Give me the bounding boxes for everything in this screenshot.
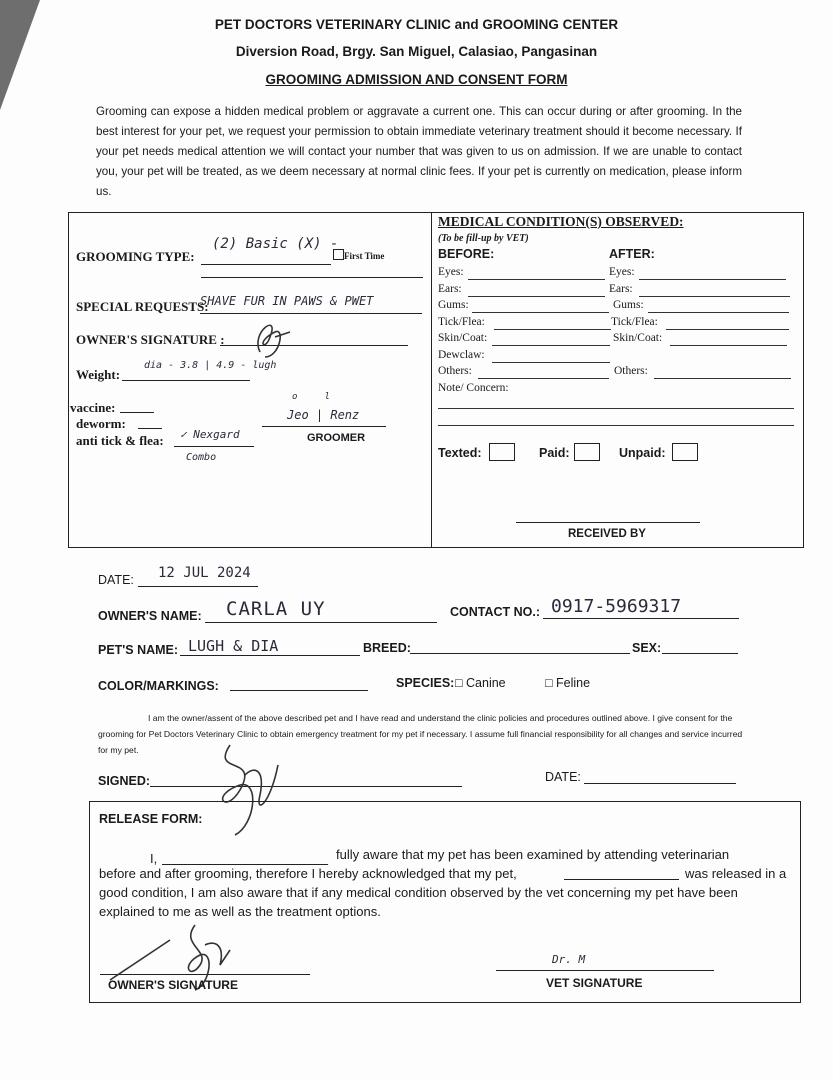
contact-value: 0917-5969317 [551, 596, 682, 617]
after-skincoat: Skin/Coat: [613, 332, 663, 344]
paid-checkbox[interactable] [574, 443, 600, 461]
first-time-label: First Time [344, 251, 385, 261]
weight-value: dia - 3.8 | 4.9 - lugh [144, 360, 277, 371]
after-others: Others: [614, 365, 648, 377]
date-label: DATE: [98, 573, 134, 587]
canine-option[interactable]: □ Canine [455, 676, 506, 690]
signed-label: SIGNED: [98, 774, 151, 788]
before-dewclaw: Dewclaw: [438, 349, 485, 361]
clinic-name: PET DOCTORS VETERINARY CLINIC and GROOMING CENTER [214, 17, 619, 32]
after-gums: Gums: [613, 299, 644, 311]
release-owner-signature-label: OWNER'S SIGNATURE [108, 978, 238, 992]
paid-label: Paid: [539, 446, 570, 460]
unpaid-checkbox[interactable] [672, 443, 698, 461]
box-divider [431, 212, 432, 548]
antitick-value: ✓ Nexgard [180, 428, 240, 441]
owner-name-label: OWNER'S NAME: [98, 609, 202, 623]
antitick-value-2: Combo [186, 452, 217, 463]
owner-name-value: CARLA UY [226, 598, 326, 620]
groomer-value: Jeo | Renz [287, 408, 360, 422]
texted-label: Texted: [438, 446, 482, 460]
pet-name-label: PET'S NAME: [98, 643, 179, 657]
intro-paragraph: Grooming can expose a hidden medical problem or aggravate a current one. This can occur during or after grooming. In the best interest for your pet, we request your permission to obtain immediate veterinary treatment should it become necessary. If your pet needs medical attention we will contact your number that was given to us on admission. If we are unable to contact you, your pet will be treated, as we deem necessary at normal clinic fees. If your pet is currently on medication, please inform us. [96, 105, 742, 198]
owner-signature-label: OWNER'S SIGNATURE : [76, 332, 225, 347]
consent-text: I am the owner/assent of the above described pet and I have read and understand the clinic policies and procedures outlined above. I give consent for the grooming for Pet Doctors Veterinary Clinic to obtain emergency treatment for my pet if necessary. I assume full financial responsibility for all changes and service incurred for my pet. [98, 713, 743, 755]
release-line-2b: was released in a [685, 866, 787, 881]
species-label: SPECIES: [396, 676, 455, 690]
date-value: 12 JUL 2024 [158, 565, 251, 581]
weight-label: Weight: [76, 367, 121, 382]
after-label: AFTER: [609, 247, 655, 261]
deworm-label: deworm: [76, 416, 126, 431]
before-eyes: Eyes: [438, 266, 464, 278]
vet-signature-label: VET SIGNATURE [546, 976, 643, 990]
after-eyes: Eyes: [609, 266, 635, 278]
groomer-marks: o l [292, 392, 330, 402]
breed-label: BREED: [363, 641, 411, 655]
first-time-checkbox[interactable] [333, 249, 344, 260]
feline-option[interactable]: □ Feline [545, 676, 591, 690]
after-ears: Ears: [609, 283, 633, 295]
pet-name-value: LUGH & DIA [188, 637, 279, 655]
groomer-label: GROOMER [307, 432, 366, 444]
grooming-type-label: GROOMING TYPE: [76, 249, 195, 264]
vaccine-label: vaccine: [70, 400, 116, 415]
color-label: COLOR/MARKINGS: [98, 679, 219, 693]
received-by-label: RECEIVED BY [568, 528, 646, 540]
before-ears: Ears: [438, 283, 462, 295]
special-requests-label: SPECIAL REQUESTS: [76, 299, 209, 314]
before-label: BEFORE: [438, 247, 495, 261]
release-line-4: explained to me as well as the treatment options. [99, 904, 381, 919]
medical-title: MEDICAL CONDITION(S) OBSERVED: [438, 214, 684, 229]
release-title: RELEASE FORM: [99, 812, 203, 826]
release-line-1: fully aware that my pet has been examined by attending veterinarian [336, 847, 730, 862]
before-tickflea: Tick/Flea: [438, 316, 485, 328]
unpaid-label: Unpaid: [619, 446, 666, 460]
clinic-address: Diversion Road, Brgy. San Miguel, Calasiao, Pangasinan [235, 44, 598, 59]
before-gums: Gums: [438, 299, 469, 311]
after-tickflea: Tick/Flea: [611, 316, 658, 328]
contact-label: CONTACT NO.: [450, 605, 541, 619]
medical-subtitle: (To be fill-up by VET) [438, 233, 529, 244]
antitick-label: anti tick & flea: [76, 433, 164, 448]
sex-label: SEX: [632, 641, 662, 655]
vet-value: Dr. M [552, 953, 586, 966]
special-requests-value: SHAVE FUR IN PAWS & PWET [200, 294, 374, 308]
texted-checkbox[interactable] [489, 443, 515, 461]
release-line-2a: before and after grooming, therefore I hereby acknowledged that my pet, [99, 866, 517, 881]
before-others: Others: [438, 365, 472, 377]
consent-date-label: DATE: [545, 770, 581, 784]
release-i: I, [150, 851, 158, 866]
before-skincoat: Skin/Coat: [438, 332, 488, 344]
grooming-type-value: (2) Basic (X) - [212, 236, 339, 252]
note-label: Note/ Concern: [438, 382, 509, 394]
release-line-3: good condition, I am also aware that if any medical condition observed by the vet concerning my pet have been [99, 885, 738, 900]
owner-signature-scribble [240, 312, 310, 362]
form-title: GROOMING ADMISSION AND CONSENT FORM [265, 72, 568, 87]
